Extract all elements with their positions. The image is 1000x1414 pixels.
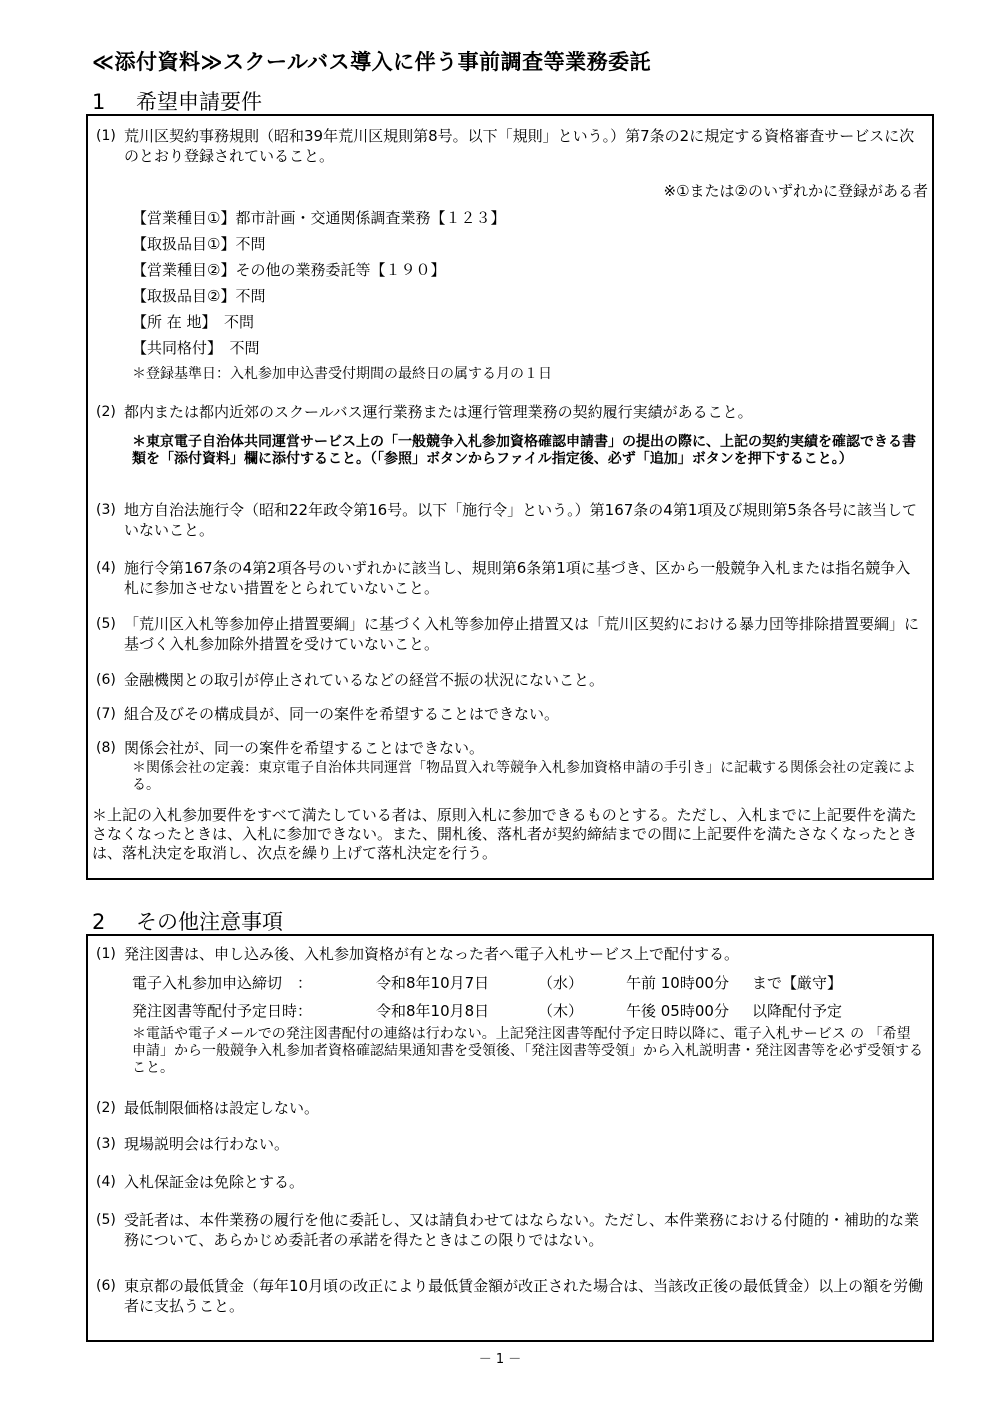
notice-item-1: (1) 発注図書は、申し込み後、入札参加資格が有となった者へ電子入札サービス上で配付する。 [96,945,740,963]
page-number: － 1 － [478,1352,522,1367]
schedule-suffix: まで【厳守】 [752,974,843,992]
requirement-item-1: (1) 荒川区契約事務規則（昭和39年荒川区規則第8号。以下「規則」という。）第7条の2に規定する資格審査サービスに次のとおり登録されていること。 [96,127,915,165]
section-2-box [86,934,934,1342]
schedule-suffix: 以降配付予定 [752,1002,843,1020]
requirement-item-5: (5) 「荒川区入札等参加停止措置要綱」に基づく入札等参加停止措置又は「荒川区契約における暴力団等排除措置要綱」に基づく入札参加除外措置を受けていないこと。 [96,615,920,653]
category-line: 【取扱品目①】不問 [132,235,266,253]
schedule-date: 令和8年10月8日 [376,1002,490,1020]
document-title: ≪添付資料≫スクールバス導入に伴う事前調査等業務委託 [92,50,652,74]
category-line: 【取扱品目②】不問 [132,287,266,305]
schedule-row [88,1000,932,1022]
schedule-time: 午前 10時00分 [626,974,729,992]
requirement-item-4: (4) 施行令第167条の4第2項各号のいずれかに該当し、規則第6条第1項に基づき、区から一般競争入札または指名競争入札に参加させない措置をとられていないこと。 [96,559,911,597]
category-line: 【営業種目①】都市計画・交通関係調査業務【１２３】 [132,209,506,227]
category-line: 【所 在 地】 不問 [132,313,255,331]
notice-item-3: (3) 現場説明会は行わない。 [96,1135,290,1153]
attachment-note: ＊東京電子自治体共同運営サービス上の「一般競争入札参加資格確認申請書」の提出の際に、上記の契約実績を確認できる書類を「添付資料」欄に添付すること。（「参照」ボタンからファイル指定後、必ず「追加」ボタンを押下すること。） [132,434,916,467]
notice-item-5: (5) 受託者は、本件業務の履行を他に委託し、又は請負わせてはならない。ただし、本件業務における付随的・補助的な業務について、あらかじめ委託者の承諾を得たときはこの限りではない。 [96,1211,920,1249]
notice-item-4: (4) 入札保証金は免除とする。 [96,1173,305,1191]
section-1-heading: 1 希望申請要件 [92,90,262,114]
schedule-label: 発注図書等配付予定日時： [132,1002,313,1020]
schedule-label: 電子入札参加申込締切 ： [132,974,313,992]
registration-note: ※①または②のいずれかに登録がある者 [663,182,928,200]
notice-item-2: (2) 最低制限価格は設定しない。 [96,1099,320,1117]
requirement-item-2: (2) 都内または都内近郊のスクールバス運行業務または運行管理業務の契約履行実績があること。 [96,403,753,421]
category-line: 【営業種目②】その他の業務委託等【１９０】 [132,261,446,279]
requirement-item-3: (3) 地方自治法施行令（昭和22年政令第16号。以下「施行令」という。）第167条の4第1項及び規則第5条各号に該当していないこと。 [96,501,917,539]
requirement-item-6: (6) 金融機関との取引が停止されているなどの経営不振の状況にないこと。 [96,671,605,689]
contact-note: ＊電話や電子メールでの発注図書配付の連絡は行わない。上記発注図書等配付予定日時以降に、電子入札サービス の 「希望申請」から一般競争入札参加者資格確認結果通知書を受領後、「発注図書等受領」から入札説明書・発注図書等を必ず受領すること。 [132,1026,923,1076]
category-line: 【共同格付】 不問 [132,339,260,357]
base-date-note: ＊登録基準日：入札参加申込書受付期間の最終日の属する月の１日 [132,366,552,382]
summary-note: ＊上記の入札参加要件をすべて満たしている者は、原則入札に参加できるものとする。ただし、入札までに上記要件を満たさなくなったときは、入札に参加できない。また、開札後、落札者が契約締結までの間に上記要件を満たさなくなったときは、落札決定を取消し、次点を繰り上げて落札決定を行う。 [92,806,918,862]
notice-item-6: (6) 東京都の最低賃金（毎年10月頃の改正により最低賃金額が改正された場合は、当該改正後の最低賃金）以上の額を労働者に支払うこと。 [96,1277,924,1315]
schedule-time: 午後 05時00分 [626,1002,729,1020]
section-1-box [86,114,934,880]
section-2-heading: 2 その他注意事項 [92,910,283,934]
requirement-item-8: (8) 関係会社が、同一の案件を希望することはできない。 [96,739,485,757]
schedule-row [88,972,932,994]
schedule-day: （木） [538,1002,584,1020]
schedule-date: 令和8年10月7日 [376,974,490,992]
affiliate-note: ＊関係会社の定義：東京電子自治体共同運営「物品買入れ等競争入札参加資格申請の手引き」に記載する関係会社の定義による。 [132,760,916,793]
schedule-day: （水） [538,974,584,992]
requirement-item-7: (7) 組合及びその構成員が、同一の案件を希望することはできない。 [96,705,560,723]
